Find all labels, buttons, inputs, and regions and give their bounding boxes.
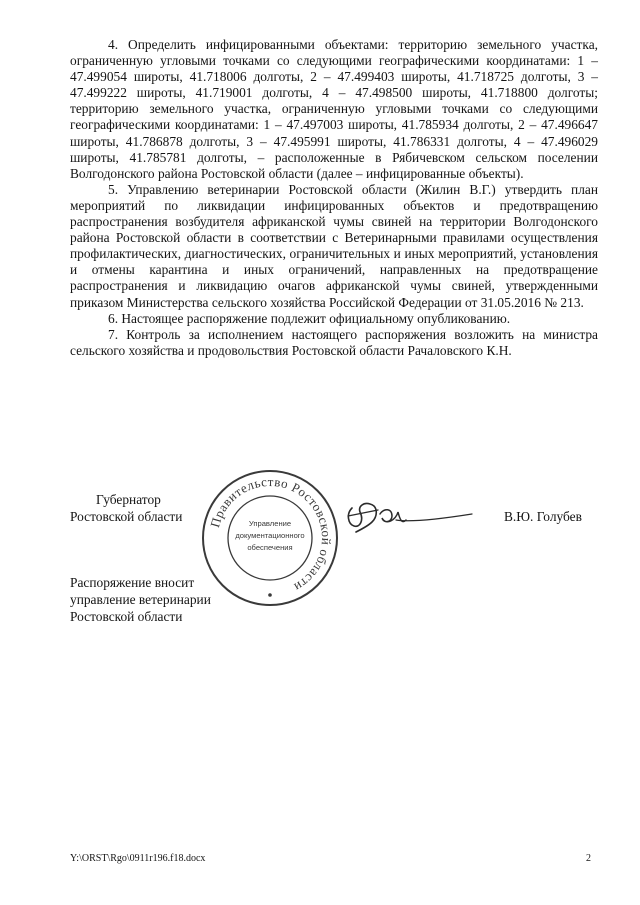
paragraph-item-6: 6. Настоящее распоряжение подлежит официальному опубликованию.: [108, 310, 511, 326]
paragraph-item-4: 4. Определить инфицированными объектами: территорию земельного участка, ограниченную угловыми точками со следующими географическими координатами: 1 – 47.499054 широты, 41.718006 долготы, 2 – 47.499403 широты, 41.718725 долготы, 3 – 47.499222 широты, 41.719001 долготы, 4 – 47.498500 широты, 41.718800 долготы; территорию земельного участка, ограниченную угловыми точками со следующими географическими координатами: 1 – 47.497003 широты, 41.785934 долготы, 2 – 47.496647 широты, 41.786878 долготы, 3 – 47.495991 широты, 41.786331 долготы, 4 – 47.496029 широты, 41.785781 долготы, – расположенные в Рябичевском сельском поселении Волгодонского района Ростовской области (далее – инфицированные объекты).: [70, 37, 598, 181]
seal-inner-line-1: Управление: [248, 519, 292, 528]
submitter-line-1: Распоряжение вносит: [70, 575, 195, 590]
seal-inner-line-3: обеспечения: [247, 543, 293, 552]
handwritten-signature: [338, 490, 478, 546]
signatory-title-line1: Губернатор: [96, 492, 161, 507]
paragraph-item-7: 7. Контроль за исполнением настоящего распоряжения возложить на министра сельского хозяйства и продовольствия Ростовской области Рачаловского К.Н.: [70, 326, 598, 358]
signatory-name: В.Ю. Голубев: [504, 509, 582, 524]
seal-ring-text: Правительство Ростовской области: [207, 473, 335, 596]
paragraph-item-5: 5. Управлению ветеринарии Ростовской области (Жилин В.Г.) утвердить план мероприятий по ликвидации инфицированных объектов и предотвращению распространения возбудителя африканской чумы свиней на территории Волгодонского района Ростовской области в соответствии с Ветеринарными правилами осуществления профилактических, диагностических, ограничительных и иных мероприятий, установления и отмены карантина и иных ограничений, направленных на предотвращение распространения и ликвидацию очагов африканской чумы свиней, утвержденными приказом Министерства сельского хозяйства Российской Федерации от 31.05.2016 № 213.: [70, 181, 598, 310]
submitter-line-2: управление ветеринарии: [70, 591, 211, 607]
document-body: [70, 37, 598, 359]
signatory-title-line2: Ростовской области: [70, 508, 183, 524]
seal-inner-line-2: документационного: [235, 531, 305, 540]
submitter-note: [70, 575, 290, 625]
page-number: 2: [586, 853, 591, 864]
submitter-line-3: Ростовской области: [70, 608, 183, 624]
footer-file-path: Y:\ORST\Rgo\0911r196.f18.docx: [70, 853, 206, 864]
